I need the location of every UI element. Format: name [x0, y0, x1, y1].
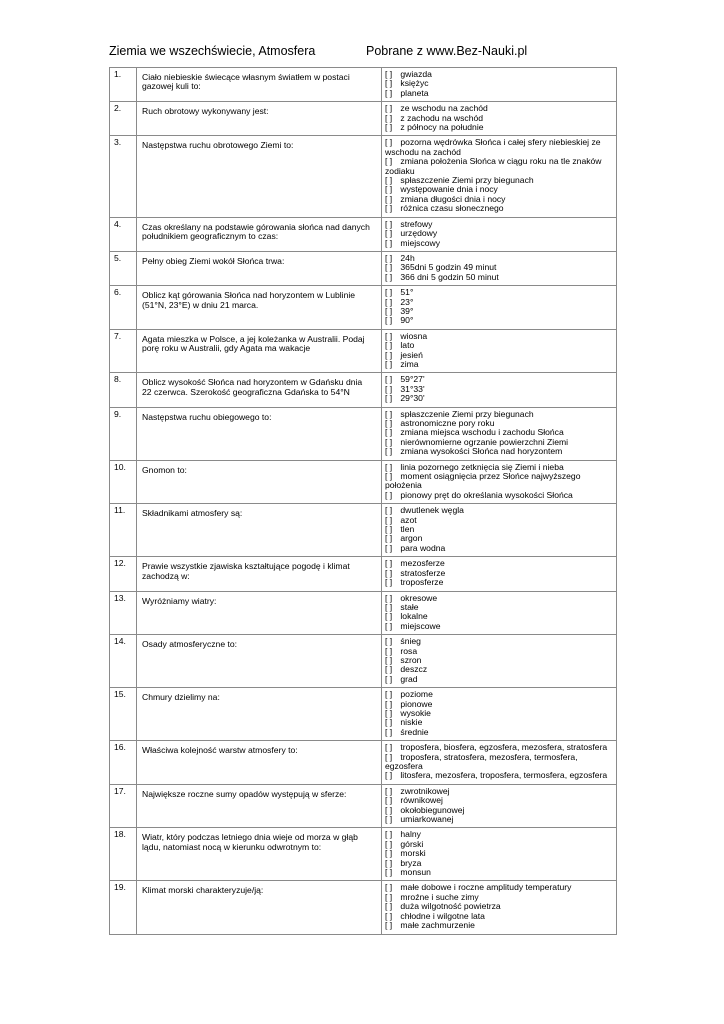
checkbox-bracket[interactable]: [ ]	[385, 577, 393, 588]
checkbox-bracket[interactable]: [ ]	[385, 785, 393, 796]
answer-option[interactable]	[385, 307, 613, 316]
question-row	[110, 591, 617, 635]
question-text: Klimat morski charakteryzuje/ją:	[137, 881, 382, 934]
question-row	[110, 504, 617, 557]
checkbox-bracket[interactable]: [ ]	[385, 848, 393, 859]
question-row	[110, 251, 617, 285]
question-text: Wyróżniamy wiatry:	[137, 591, 382, 635]
checkbox-bracket[interactable]: [ ]	[385, 436, 393, 447]
checkbox-bracket[interactable]: [ ]	[385, 505, 393, 516]
answer-options	[382, 635, 617, 688]
option-label: mroźne i suche zimy	[400, 891, 479, 902]
option-label: 90°	[400, 315, 414, 326]
question-number: 16.	[110, 741, 137, 785]
answer-option[interactable]	[385, 239, 613, 248]
option-label: 31°33'	[400, 383, 425, 394]
question-row	[110, 635, 617, 688]
checkbox-bracket[interactable]: [ ]	[385, 567, 393, 578]
option-label: halny	[400, 829, 421, 840]
checkbox-bracket[interactable]: [ ]	[385, 645, 393, 656]
checkbox-bracket[interactable]: [ ]	[385, 287, 393, 298]
option-label: górski	[400, 838, 424, 849]
checkbox-bracket[interactable]: [ ]	[385, 558, 393, 569]
checkbox-bracket[interactable]: [ ]	[385, 698, 393, 709]
option-label: astronomiczne pory roku	[400, 418, 495, 428]
checkbox-bracket[interactable]: [ ]	[385, 489, 393, 500]
answer-option[interactable]	[385, 360, 613, 369]
option-label: równikowej	[400, 795, 443, 806]
checkbox-bracket[interactable]: [ ]	[385, 751, 393, 762]
option-label: poziome	[400, 689, 433, 700]
option-label: troposfera, stratosfera, mezosfera, termosfera, egzosfera	[385, 751, 578, 771]
answer-option[interactable]	[385, 332, 613, 341]
question-text: Agata mieszka w Polsce, a jej koleżanka w Australii. Podaj porę roku w Australii, gdy Agata ma wakacje	[137, 329, 382, 373]
option-label: urzędowy	[400, 228, 438, 239]
option-label: spłaszczenie Ziemi przy biegunach	[400, 408, 534, 419]
question-text: Gnomon to:	[137, 460, 382, 504]
option-label: linia pozornego zetknięcia się Ziemi i nieba	[400, 461, 564, 472]
option-label: morski	[400, 848, 426, 859]
answer-options	[382, 136, 617, 217]
option-label: różnica czasu słonecznego	[400, 203, 504, 214]
question-text: Właściwa kolejność warstw atmosfery to:	[137, 741, 382, 785]
checkbox-bracket[interactable]: [ ]	[385, 533, 393, 544]
option-label: jesień	[400, 349, 423, 360]
answer-option[interactable]	[385, 544, 613, 553]
question-number: 18.	[110, 828, 137, 881]
question-row	[110, 460, 617, 504]
answer-option[interactable]	[385, 157, 613, 176]
option-label: monsun	[400, 867, 431, 878]
checkbox-bracket[interactable]: [ ]	[385, 726, 393, 737]
question-row	[110, 741, 617, 785]
checkbox-bracket[interactable]: [ ]	[385, 427, 393, 438]
question-text: Wiatr, który podczas letniego dnia wieje od morza w głąb lądu, natomiast nocą w kierunku odwrotnym to:	[137, 828, 382, 881]
option-label: zmiana położenia Słońca w ciągu roku na tle znaków zodiaku	[385, 156, 602, 176]
checkbox-bracket[interactable]: [ ]	[385, 689, 393, 700]
answer-option[interactable]	[385, 123, 613, 132]
answer-options	[382, 286, 617, 330]
question-number: 3.	[110, 136, 137, 217]
answer-options	[382, 591, 617, 635]
checkbox-bracket[interactable]: [ ]	[385, 418, 393, 428]
checkbox-bracket[interactable]: [ ]	[385, 636, 393, 647]
answer-options	[382, 784, 617, 828]
answer-options	[382, 373, 617, 407]
checkbox-bracket[interactable]: [ ]	[385, 193, 393, 204]
question-number: 5.	[110, 251, 137, 285]
question-text: Osady atmosferyczne to:	[137, 635, 382, 688]
checkbox-bracket[interactable]: [ ]	[385, 891, 393, 902]
question-number: 19.	[110, 881, 137, 934]
option-label: nierównomierne ogrzanie powierzchni Ziemi	[400, 436, 569, 447]
option-label: zwrotnikowej	[400, 785, 450, 796]
checkbox-bracket[interactable]: [ ]	[385, 838, 393, 849]
checkbox-bracket[interactable]: [ ]	[385, 103, 393, 114]
question-row	[110, 828, 617, 881]
question-text: Następstwa ruchu obiegowego to:	[137, 407, 382, 460]
option-label: para wodna	[400, 542, 446, 553]
checkbox-bracket[interactable]: [ ]	[385, 408, 393, 419]
checkbox-bracket[interactable]: [ ]	[385, 78, 393, 89]
checkbox-bracket[interactable]: [ ]	[385, 137, 393, 148]
checkbox-bracket[interactable]: [ ]	[385, 882, 393, 893]
option-label: niskie	[400, 717, 423, 728]
question-text: Oblicz kąt górowania Słońca nad horyzontem w Lublinie (51°N, 23°E) w dniu 21 marca.	[137, 286, 382, 330]
option-label: 23°	[400, 296, 414, 307]
question-text: Prawie wszystkie zjawiska kształtujące pogodę i klimat zachodzą w:	[137, 557, 382, 591]
answer-options	[382, 688, 617, 741]
checkbox-bracket[interactable]: [ ]	[385, 393, 393, 404]
checkbox-bracket[interactable]: [ ]	[385, 446, 393, 457]
question-row	[110, 102, 617, 136]
question-text: Składnikami atmosfery są:	[137, 504, 382, 557]
option-label: stałe	[400, 601, 419, 612]
answer-option[interactable]	[385, 637, 613, 646]
option-label: umiarkowanej	[400, 814, 454, 825]
question-row	[110, 68, 617, 102]
checkbox-bracket[interactable]: [ ]	[385, 112, 393, 123]
option-label: azot	[400, 514, 417, 525]
checkbox-bracket[interactable]: [ ]	[385, 69, 393, 79]
answer-options	[382, 102, 617, 136]
option-label: śnieg	[400, 636, 421, 647]
option-label: 24h	[400, 252, 415, 263]
checkbox-bracket[interactable]: [ ]	[385, 920, 393, 931]
checkbox-bracket[interactable]: [ ]	[385, 262, 393, 273]
checkbox-bracket[interactable]: [ ]	[385, 814, 393, 825]
checkbox-bracket[interactable]: [ ]	[385, 601, 393, 612]
option-label: małe dobowe i roczne amplitudy temperatury	[400, 882, 572, 893]
answer-option[interactable]	[385, 594, 613, 603]
question-row	[110, 784, 617, 828]
question-text: Czas określany na podstawie górowania słońca nad danych południkiem geograficznym to czas:	[137, 217, 382, 251]
question-row	[110, 688, 617, 741]
question-text: Ciało niebieskie świecące własnym światłem w postaci gazowej kuli to:	[137, 68, 382, 102]
checkbox-bracket[interactable]: [ ]	[385, 804, 393, 815]
checkbox-bracket[interactable]: [ ]	[385, 901, 393, 912]
checkbox-bracket[interactable]: [ ]	[385, 654, 393, 665]
answer-option[interactable]	[385, 138, 613, 157]
option-label: zmiana długości dnia i nocy	[400, 193, 506, 204]
option-label: strefowy	[400, 218, 433, 229]
answer-options	[382, 460, 617, 504]
option-label: chłodne i wilgotne lata	[400, 910, 485, 921]
answer-options	[382, 828, 617, 881]
option-label: pozorna wędrówka Słońca i całej sfery niebieskiej ze wschodu na zachód	[385, 137, 601, 157]
answer-option[interactable]	[385, 472, 613, 491]
question-number: 1.	[110, 68, 137, 102]
answer-option[interactable]	[385, 394, 613, 403]
question-row	[110, 136, 617, 217]
option-label: zima	[400, 358, 419, 369]
answer-options	[382, 881, 617, 934]
answer-option[interactable]	[385, 351, 613, 360]
checkbox-bracket[interactable]: [ ]	[385, 383, 393, 394]
answer-option[interactable]	[385, 728, 613, 737]
option-label: tlen	[400, 524, 415, 535]
option-label: miejscowy	[400, 237, 441, 248]
checkbox-bracket[interactable]: [ ]	[385, 867, 393, 878]
question-number: 10.	[110, 460, 137, 504]
option-label: stratosferze	[400, 567, 446, 578]
checkbox-bracket[interactable]: [ ]	[385, 620, 393, 631]
option-label: 366 dni 5 godzin 50 minut	[400, 271, 499, 282]
question-number: 4.	[110, 217, 137, 251]
option-label: 59°27'	[400, 374, 425, 385]
option-label: okołobiegunowej	[400, 804, 465, 815]
option-label: 29°30'	[400, 393, 425, 404]
question-number: 13.	[110, 591, 137, 635]
option-label: ze wschodu na zachód	[400, 103, 488, 114]
option-label: grad	[400, 673, 418, 684]
checkbox-bracket[interactable]: [ ]	[385, 218, 393, 229]
source-label: Pobrane z www.Bez-Nauki.pl	[366, 44, 528, 58]
option-label: pionowe	[400, 698, 433, 709]
option-label: lokalne	[400, 611, 428, 622]
answer-option[interactable]	[385, 921, 613, 930]
answer-option[interactable]	[385, 447, 613, 456]
answer-option[interactable]	[385, 491, 613, 500]
question-number: 8.	[110, 373, 137, 407]
document-title: Ziemia we wszechświecie, Atmosfera	[109, 44, 316, 58]
checkbox-bracket[interactable]: [ ]	[385, 514, 393, 525]
question-number: 14.	[110, 635, 137, 688]
answer-option[interactable]	[385, 578, 613, 587]
option-label: moment osiągnięcia przez Słońce najwyższego położenia	[385, 471, 581, 491]
checkbox-bracket[interactable]: [ ]	[385, 175, 393, 186]
question-text: Ruch obrotowy wykonywany jest:	[137, 102, 382, 136]
answer-option[interactable]	[385, 204, 613, 213]
option-label: gwiazda	[400, 69, 432, 79]
question-row	[110, 407, 617, 460]
quiz-table	[109, 67, 617, 935]
answer-option[interactable]	[385, 298, 613, 307]
option-label: zmiana wysokości Słońca nad horyzontem	[400, 446, 563, 457]
checkbox-bracket[interactable]: [ ]	[385, 664, 393, 675]
option-label: mezosferze	[400, 558, 445, 569]
question-text: Następstwa ruchu obrotowego Ziemi to:	[137, 136, 382, 217]
option-label: deszcz	[400, 664, 428, 675]
option-label: miejscowe	[400, 620, 441, 631]
answer-options	[382, 329, 617, 373]
option-label: bryza	[400, 857, 422, 868]
checkbox-bracket[interactable]: [ ]	[385, 857, 393, 868]
checkbox-bracket[interactable]: [ ]	[385, 524, 393, 535]
question-number: 15.	[110, 688, 137, 741]
question-number: 2.	[110, 102, 137, 136]
checkbox-bracket[interactable]: [ ]	[385, 349, 393, 360]
checkbox-bracket[interactable]: [ ]	[385, 707, 393, 718]
option-label: troposfera, biosfera, egzosfera, mezosfera, stratosfera	[400, 742, 608, 753]
checkbox-bracket[interactable]: [ ]	[385, 461, 393, 472]
checkbox-bracket[interactable]: [ ]	[385, 122, 393, 133]
option-label: występowanie dnia i nocy	[400, 184, 498, 195]
page-header	[109, 44, 629, 64]
option-label: pionowy pręt do określania wysokości Słońca	[400, 489, 573, 500]
option-label: z zachodu na wschód	[400, 112, 484, 123]
checkbox-bracket[interactable]: [ ]	[385, 156, 393, 167]
question-text: Chmury dzielimy na:	[137, 688, 382, 741]
option-label: zmiana miejsca wschodu i zachodu Słońca	[400, 427, 564, 438]
checkbox-bracket[interactable]: [ ]	[385, 374, 393, 385]
checkbox-bracket[interactable]: [ ]	[385, 315, 393, 326]
checkbox-bracket[interactable]: [ ]	[385, 87, 393, 98]
answer-option[interactable]	[385, 89, 613, 98]
option-label: wysokie	[400, 707, 431, 718]
question-number: 9.	[110, 407, 137, 460]
checkbox-bracket[interactable]: [ ]	[385, 910, 393, 921]
checkbox-bracket[interactable]: [ ]	[385, 673, 393, 684]
checkbox-bracket[interactable]: [ ]	[385, 340, 393, 351]
checkbox-bracket[interactable]: [ ]	[385, 252, 393, 263]
question-row	[110, 881, 617, 934]
option-label: 51°	[400, 287, 414, 298]
answer-option[interactable]	[385, 506, 613, 515]
question-text: Oblicz wysokość Słońca nad horyzontem w Gdańsku dnia 22 czerwca. Szerokość geograficzna Gdańska to 54°N	[137, 373, 382, 407]
answer-option[interactable]	[385, 273, 613, 282]
option-label: spłaszczenie Ziemi przy biegunach	[400, 175, 534, 186]
option-label: argon	[400, 533, 423, 544]
checkbox-bracket[interactable]: [ ]	[385, 358, 393, 369]
answer-option[interactable]	[385, 622, 613, 631]
answer-option[interactable]	[385, 868, 613, 877]
option-label: księżyc	[400, 78, 429, 89]
answer-options	[382, 741, 617, 785]
answer-option[interactable]	[385, 665, 613, 674]
checkbox-bracket[interactable]: [ ]	[385, 592, 393, 603]
question-number: 7.	[110, 329, 137, 373]
question-row	[110, 329, 617, 373]
question-number: 6.	[110, 286, 137, 330]
answer-option[interactable]	[385, 753, 613, 772]
option-label: duża wilgotność powietrza	[400, 901, 501, 912]
answer-options	[382, 68, 617, 102]
option-label: średnie	[400, 726, 429, 737]
option-label: litosfera, mezosfera, troposfera, termosfera, egzosfera	[400, 770, 608, 781]
answer-option[interactable]	[385, 316, 613, 325]
question-number: 11.	[110, 504, 137, 557]
question-row	[110, 557, 617, 591]
answer-option[interactable]	[385, 771, 613, 780]
option-label: 365dni 5 godzin 49 minut	[400, 262, 497, 273]
checkbox-bracket[interactable]: [ ]	[385, 742, 393, 753]
option-label: szron	[400, 654, 422, 665]
answer-option[interactable]	[385, 815, 613, 824]
option-label: planeta	[400, 87, 429, 98]
checkbox-bracket[interactable]: [ ]	[385, 717, 393, 728]
answer-options	[382, 504, 617, 557]
question-row	[110, 286, 617, 330]
answer-options	[382, 217, 617, 251]
checkbox-bracket[interactable]: [ ]	[385, 330, 393, 341]
question-number: 12.	[110, 557, 137, 591]
checkbox-bracket[interactable]: [ ]	[385, 795, 393, 806]
option-label: rosa	[400, 645, 418, 656]
option-label: 39°	[400, 305, 414, 316]
answer-options	[382, 407, 617, 460]
checkbox-bracket[interactable]: [ ]	[385, 611, 393, 622]
checkbox-bracket[interactable]: [ ]	[385, 203, 393, 214]
question-text: Pełny obieg Ziemi wokół Słońca trwa:	[137, 251, 382, 285]
answer-option[interactable]	[385, 288, 613, 297]
answer-options	[382, 251, 617, 285]
option-label: troposferze	[400, 577, 444, 588]
option-label: wiosna	[400, 330, 428, 341]
checkbox-bracket[interactable]: [ ]	[385, 471, 393, 482]
answer-option[interactable]	[385, 516, 613, 525]
checkbox-bracket[interactable]: [ ]	[385, 184, 393, 195]
checkbox-bracket[interactable]: [ ]	[385, 770, 393, 781]
option-label: małe zachmurzenie	[400, 920, 475, 931]
checkbox-bracket[interactable]: [ ]	[385, 271, 393, 282]
option-label: dwutlenek węgla	[400, 505, 464, 516]
checkbox-bracket[interactable]: [ ]	[385, 228, 393, 239]
answer-options	[382, 557, 617, 591]
checkbox-bracket[interactable]: [ ]	[385, 829, 393, 840]
checkbox-bracket[interactable]: [ ]	[385, 237, 393, 248]
checkbox-bracket[interactable]: [ ]	[385, 542, 393, 553]
question-row	[110, 373, 617, 407]
checkbox-bracket[interactable]: [ ]	[385, 305, 393, 316]
option-label: okresowe	[400, 592, 438, 603]
option-label: z północy na południe	[400, 122, 484, 133]
checkbox-bracket[interactable]: [ ]	[385, 296, 393, 307]
question-number: 17.	[110, 784, 137, 828]
answer-option[interactable]	[385, 675, 613, 684]
question-text: Największe roczne sumy opadów występują w sferze:	[137, 784, 382, 828]
option-label: lato	[400, 340, 415, 351]
question-row	[110, 217, 617, 251]
